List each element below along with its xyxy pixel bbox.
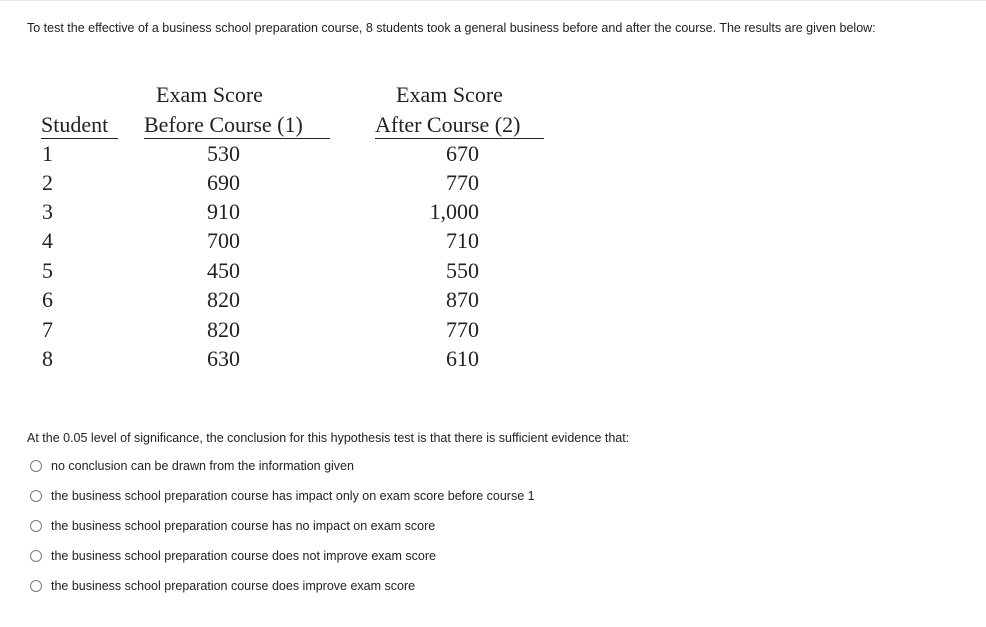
answer-option-label[interactable]: the business school preparation course does improve exam score: [51, 579, 416, 593]
cell-student: 6: [42, 287, 53, 312]
cell-student: 5: [42, 258, 53, 283]
header-student: Student: [41, 112, 109, 137]
header-underline-before: [144, 138, 330, 139]
header-after-exam-score: Exam Score: [396, 82, 503, 107]
answer-option-1[interactable]: [30, 457, 354, 475]
radio-button[interactable]: [30, 580, 42, 592]
radio-button[interactable]: [30, 520, 42, 532]
header-underline-after: [375, 138, 544, 139]
answer-option-5[interactable]: [30, 577, 415, 595]
answer-option-label[interactable]: the business school preparation course does not improve exam score: [51, 549, 436, 563]
radio-button[interactable]: [30, 490, 42, 502]
cell-before-score: 690: [207, 170, 240, 195]
cell-student: 2: [42, 170, 53, 195]
cell-after-score: 870: [446, 287, 479, 312]
answer-option-label[interactable]: no conclusion can be drawn from the information given: [51, 459, 354, 473]
header-before-exam-score: Exam Score: [156, 82, 263, 107]
answer-option-4[interactable]: [30, 547, 436, 565]
cell-before-score: 820: [207, 317, 240, 342]
header-after-course: After Course (2): [375, 112, 521, 137]
cell-before-score: 450: [207, 258, 240, 283]
cell-before-score: 530: [207, 141, 240, 166]
header-before-course: Before Course (1): [144, 112, 303, 137]
cell-student: 3: [42, 199, 53, 224]
question-prompt: At the 0.05 level of significance, the conclusion for this hypothesis test is that there is sufficient evidence that:: [27, 431, 630, 445]
cell-student: 4: [42, 228, 53, 253]
question-intro-text: To test the effective of a business school preparation course, 8 students took a general business before and after the course. The results are given below:: [27, 21, 876, 35]
cell-before-score: 700: [207, 228, 240, 253]
cell-after-score: 610: [446, 346, 479, 371]
cell-after-score: 770: [446, 170, 479, 195]
cell-before-score: 820: [207, 287, 240, 312]
cell-student: 8: [42, 346, 53, 371]
answer-option-2[interactable]: [30, 487, 535, 505]
cell-after-score: 670: [446, 141, 479, 166]
answer-option-label[interactable]: the business school preparation course has no impact on exam score: [51, 519, 436, 533]
cell-after-score: 1,000: [429, 199, 479, 224]
header-underline-student: [41, 138, 118, 139]
cell-before-score: 630: [207, 346, 240, 371]
top-divider: [0, 0, 986, 1]
cell-student: 1: [42, 141, 53, 166]
cell-after-score: 550: [446, 258, 479, 283]
answer-option-3[interactable]: [30, 517, 435, 535]
radio-button[interactable]: [30, 550, 42, 562]
radio-button[interactable]: [30, 460, 42, 472]
cell-student: 7: [42, 317, 53, 342]
cell-after-score: 770: [446, 317, 479, 342]
cell-before-score: 910: [207, 199, 240, 224]
answer-option-label[interactable]: the business school preparation course has impact only on exam score before course 1: [51, 489, 535, 503]
cell-after-score: 710: [446, 228, 479, 253]
